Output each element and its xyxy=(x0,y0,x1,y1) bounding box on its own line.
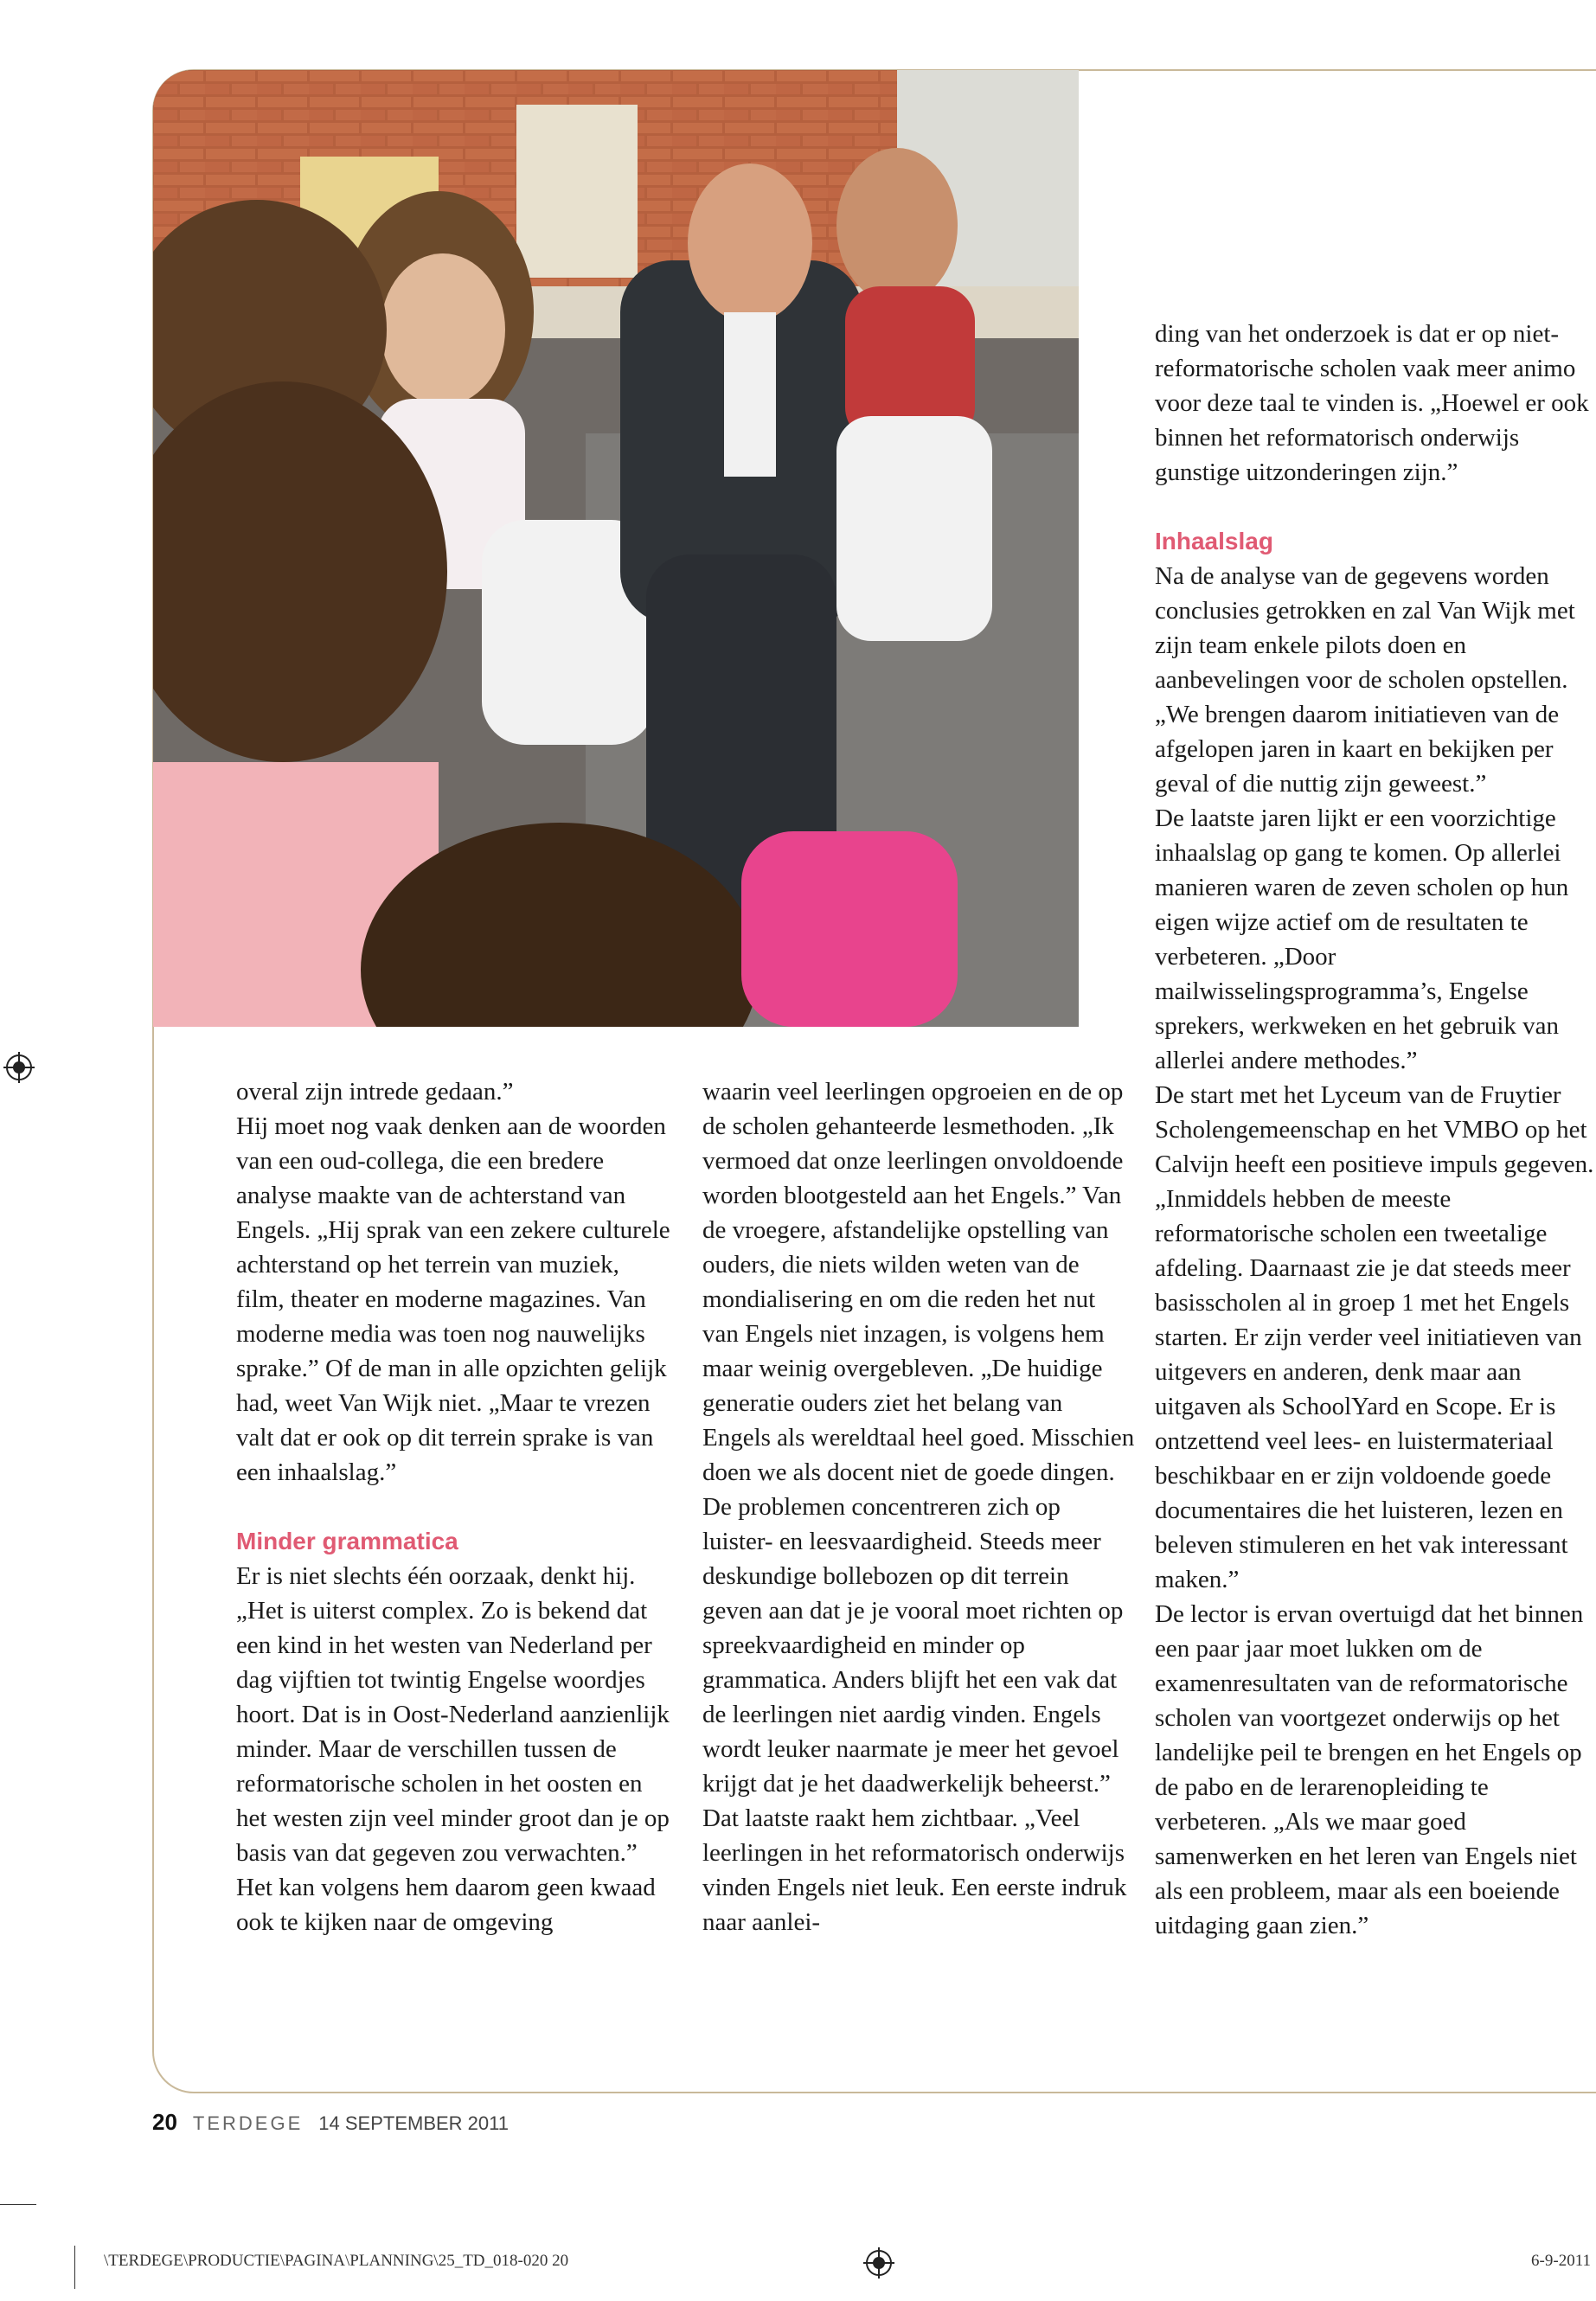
paragraph-gap xyxy=(1155,490,1596,524)
paragraph: Het kan volgens hem daarom geen kwaad ook te kijken naar de omgeving xyxy=(236,1874,656,1936)
paragraph: De laatste jaren lijkt er een voorzichtige inhaalslag op gang te komen. Op allerlei manieren waren de zeven scholen op hun eigen wijze actief om de resultaten te verbeteren. „Door mailwisselingsprogramma’s, Engelse sprekers, werkweken en het gebruik van allerlei andere methodes.” xyxy=(1155,804,1569,1074)
text-column-2 xyxy=(702,1074,1135,1939)
paragraph: De lector is ervan overtuigd dat het binnen een paar jaar moet lukken om de examenresultaten van de reformatorische scholen van voortgezet onderwijs op het landelijke peil te brengen en het Engels op de pabo en de lerarenopleiding te verbeteren. „Als we maar goed samenwerken en het leren van Engels niet als een probleem, maar als een boeiende uitdaging gaan zien.” xyxy=(1155,1600,1584,1939)
paragraph: De start met het Lyceum van de Fruytier Scholengemeenschap en het VMBO op het Calvijn heeft een positieve impuls gegeven. „Inmiddels hebben de meeste reformatorische scholen een tweetalige afdeling. Daarnaast zie je dat steeds meer basisscholen al in groep 1 met het Engels starten. Er zijn verder veel initiatieven van uitgevers en anderen, denk maar aan uitgaven als SchoolYard en Scope. Er is ontzettend veel lees- en luistermateriaal beschikbaar en er zijn voldoende goede documentaires die het luisteren, lezen en beleven stimuleren en het vak interessant maken.” xyxy=(1155,1081,1594,1593)
crop-mark xyxy=(0,2204,36,2205)
issue-date: 14 SEPTEMBER 2011 xyxy=(318,2112,509,2134)
paragraph: waarin veel leerlingen opgroeien en de op de scholen gehanteerde lesmethoden. „Ik vermoed dat onze leerlingen onvoldoende worden blootgesteld aan het Engels.” Van de vroegere, afstandelijke opstelling van ouders, die niets wilden weten van de mondialisering en om die reden het nut van Engels niet inzagen, is volgens hem maar weinig overgebleven. „De huidige generatie ouders ziet het belang van Engels als wereldtaal heel goed. Misschien doen we als docent niet de goede dingen. De problemen concentreren zich op luister- en leesvaardigheid. Steeds meer deskundige bollebozen op dit terrein geven aan dat je je vooral moet richten op spreekvaardigheid en minder op grammatica. Anders blijft het een vak dat de leerlingen niet aardig vinden. Engels wordt leuker naarmate je meer het gevoel krijgt dat je het daadwerkelijk beheerst.” xyxy=(702,1078,1135,1798)
text-column-1 xyxy=(236,1074,673,1939)
text-column-3 xyxy=(1155,317,1596,1943)
paragraph: Hij moet nog vaak denken aan de woorden van een oud-collega, die een bredere analyse maakte van de achterstand van Engels. „Hij sprak van een zekere culturele achterstand op het terrein van muziek, film, theater en moderne magazines. Van moderne media was toen nog nauwelijks sprake.” Of de man in alle opzichten gelijk had, weet Van Wijk niet. „Maar te vrezen valt dat er ook op dit terrein sprake is van een inhaalslag.” xyxy=(236,1112,670,1486)
page-number: 20 xyxy=(152,2109,177,2135)
paragraph: ding van het onderzoek is dat er op niet-reformatorische scholen vaak meer animo voor deze taal te vinden is. „Hoewel er ook binnen het reformatorisch onderwijs gunstige uitzonderingen zijn.” xyxy=(1155,320,1589,486)
page-footer xyxy=(152,2109,509,2136)
print-slug-path: \TERDEGE\PRODUCTIE\PAGINA\PLANNING\25_TD_018-020 20 xyxy=(104,2252,569,2270)
paragraph: Er is niet slechts één oorzaak, denkt hij. „Het is uiterst complex. Zo is bekend dat een kind in het westen van Nederland per dag vijftien tot twintig Engelse woordjes hoort. Dat is in Oost-Nederland aanzienlijk minder. Maar de verschillen tussen de reformatorische scholen in het oosten en het westen zijn veel minder groot dan je op basis van dat gegeven zou verwachten.” xyxy=(236,1562,670,1867)
paragraph-gap xyxy=(236,1490,673,1524)
section-heading: Inhaalslag xyxy=(1155,528,1273,554)
print-slug-date: 6-9-2011 xyxy=(1531,2252,1591,2270)
registration-mark-icon xyxy=(3,1052,35,1083)
paragraph: overal zijn intrede gedaan.” xyxy=(236,1078,514,1106)
classroom-photo xyxy=(153,70,1079,1027)
paragraph: Na de analyse van de gegevens worden conclusies getrokken en zal Van Wijk met zijn team enkele pilots doen en aanbevelingen voor de scholen opstellen. „We brengen daarom initiatieven van de afgelopen jaren in kaart en bekijken per geval of die nuttig zijn geweest.” xyxy=(1155,562,1575,798)
section-heading: Minder grammatica xyxy=(236,1528,458,1554)
magazine-name: TERDEGE xyxy=(192,2112,304,2134)
crop-mark xyxy=(74,2246,75,2289)
paragraph: Dat laatste raakt hem zichtbaar. „Veel leerlingen in het reformatorisch onderwijs vinden Engels niet leuk. Een eerste indruk naar aanlei- xyxy=(702,1804,1127,1936)
registration-mark-icon xyxy=(863,2247,894,2279)
